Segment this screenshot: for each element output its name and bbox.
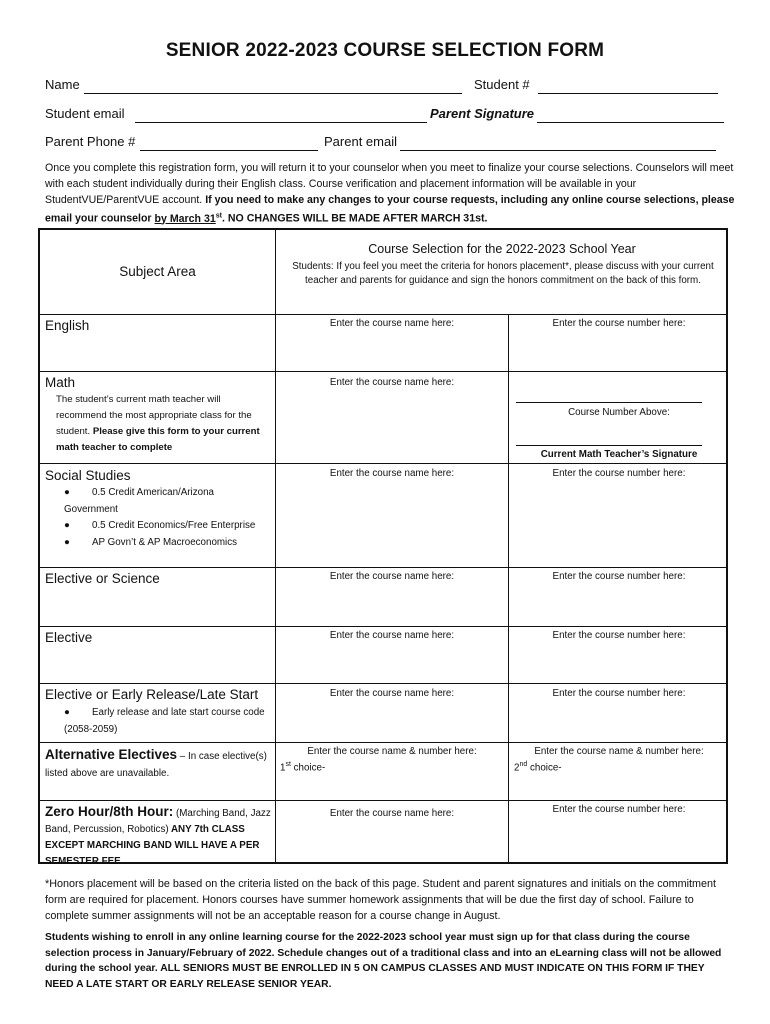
elective-science-course-name-field[interactable]: Enter the course name here: bbox=[329, 571, 455, 582]
math-course-number-line[interactable] bbox=[516, 402, 702, 403]
student-number-field[interactable] bbox=[538, 93, 718, 94]
elective-course-name-field[interactable]: Enter the course name here: bbox=[329, 630, 455, 641]
parent-signature-label: Parent Signature bbox=[430, 106, 535, 121]
name-label: Name bbox=[45, 77, 80, 92]
honors-note: *Honors placement will be based on the criteria listed on the back of this page. Student and parent signatures and initials on the commitment form are required for placement. Honors courses have summer homework assignments that will be due the first day of school. Failure to complete summer assignments will not be an acceptable reason for a course change in August. bbox=[45, 878, 716, 922]
subject-elective-science: Elective or Science bbox=[45, 571, 160, 586]
intro-paragraph bbox=[45, 160, 735, 227]
ss-course-number-field[interactable]: Enter the course number here: bbox=[552, 468, 686, 479]
elective-course-number-field[interactable]: Enter the course number here: bbox=[552, 630, 686, 641]
math-teacher-signature-label: Current Math Teacher’s Signature bbox=[540, 449, 698, 460]
alt-first-choice-field[interactable]: 1st choice- bbox=[280, 761, 326, 774]
early-release-course-name-field[interactable]: Enter the course name here: bbox=[329, 688, 455, 699]
early-release-bullet: ● Early release and late start course code (2058-2059) bbox=[64, 707, 265, 735]
english-course-number-field[interactable]: Enter the course number here: bbox=[552, 318, 686, 329]
subject-elective-early-release: Elective or Early Release/Late Start bbox=[45, 687, 259, 702]
zero-hour-course-number-field[interactable]: Enter the course number here: bbox=[552, 804, 686, 815]
row-divider bbox=[40, 463, 726, 464]
row-divider bbox=[40, 800, 726, 801]
student-email-label: Student email bbox=[45, 106, 125, 121]
course-selection-table bbox=[38, 228, 728, 867]
intro-bold-2: . NO CHANGES WILL BE MADE AFTER MARCH 31st. bbox=[222, 212, 488, 225]
row-divider bbox=[40, 567, 726, 568]
english-course-name-field[interactable]: Enter the course name here: bbox=[329, 318, 455, 329]
intro-deadline-sup: st bbox=[215, 212, 222, 219]
intro-bold-1: If you need to make any changes to your course requests, including any online course selections, please email your counselor bbox=[45, 194, 735, 225]
elective-science-course-number-field[interactable]: Enter the course number here: bbox=[552, 571, 686, 582]
name-field[interactable] bbox=[84, 93, 462, 94]
course-selection-subheader: Students: If you feel you meet the criteria for honors placement*, please discuss with your current teacher and parents for guidance and sign the honors commitment on the back of this form. bbox=[292, 261, 714, 286]
alt-electives-note: – In case elective(s) listed above are unavailable. bbox=[45, 751, 267, 779]
intro-deadline: by March 31 bbox=[154, 212, 216, 225]
intro-plain: Once you complete this registration form, you will return it to your counselor when you meet to finalize your course selections. Counselors will meet with each student individually during their English class. Course verification and placement information will be available in your StudentVUE/ParentVUE account. bbox=[45, 162, 734, 206]
zero-hour-paren: (Marching Band, Jazz Band, Percussion, Robotics) bbox=[45, 808, 271, 835]
ss-bullet-1: ● 0.5 Credit American/Arizona Government bbox=[64, 487, 214, 515]
row-divider bbox=[40, 683, 726, 684]
subject-english: English bbox=[45, 318, 90, 333]
subject-elective: Elective bbox=[45, 630, 93, 645]
row-divider bbox=[40, 314, 726, 315]
parent-phone-field[interactable] bbox=[140, 150, 318, 151]
row-divider bbox=[40, 626, 726, 627]
parent-phone-label: Parent Phone # bbox=[45, 134, 136, 149]
subject-area-header: Subject Area bbox=[119, 264, 196, 279]
zero-hour-title: Zero Hour/8th Hour: bbox=[45, 804, 174, 819]
parent-email-label: Parent email bbox=[324, 134, 397, 149]
parent-email-field[interactable] bbox=[400, 150, 716, 151]
course-selection-header: Course Selection for the 2022-2023 School Year bbox=[368, 242, 636, 256]
row-divider bbox=[40, 742, 726, 743]
alt-second-choice-label: Enter the course name & number here: bbox=[534, 746, 704, 757]
ss-bullet-3: ● AP Govn’t & AP Macroeconomics bbox=[64, 537, 238, 548]
student-email-field[interactable] bbox=[135, 122, 427, 123]
subject-zero-hour bbox=[45, 804, 273, 870]
math-course-name-field[interactable]: Enter the course name here: bbox=[329, 377, 455, 388]
early-release-course-number-field[interactable]: Enter the course number here: bbox=[552, 688, 686, 699]
row-divider bbox=[40, 371, 726, 372]
online-note: Students wishing to enroll in any online learning course for the 2022-2023 school year must sign up for that class during the course selection process in January/February of 2022. Schedule changes out of a traditional class and into an eLearning class will not be allowed during the school year. ALL SENIORS MUST BE ENROLLED IN 5 ON CAMPUS CLASSES AND MUST INDICATE ON THIS FORM IF THEY NEED A LATE START OR EARLY RELEASE SENIOR YEAR. bbox=[45, 932, 722, 990]
math-note bbox=[56, 392, 266, 456]
ss-course-name-field[interactable]: Enter the course name here: bbox=[329, 468, 455, 479]
parent-signature-field[interactable] bbox=[537, 122, 724, 123]
zero-hour-course-name-field[interactable]: Enter the course name here: bbox=[329, 808, 455, 819]
course-number-above-label: Course Number Above: bbox=[568, 407, 670, 418]
subject-alternative-electives bbox=[45, 746, 273, 782]
student-number-label: Student # bbox=[474, 77, 530, 92]
subject-social-studies: Social Studies bbox=[45, 468, 131, 483]
alt-electives-title: Alternative Electives bbox=[45, 747, 178, 762]
column-divider-number bbox=[508, 314, 509, 862]
math-note-bold: Please give this form to your current math teacher to complete bbox=[56, 426, 260, 453]
form-title: SENIOR 2022-2023 COURSE SELECTION FORM bbox=[165, 40, 605, 61]
subject-math: Math bbox=[45, 375, 76, 390]
math-note-plain: The student’s current math teacher will recommend the most appropriate class for the student. bbox=[56, 394, 252, 437]
ss-bullet-2: ● 0.5 Credit Economics/Free Enterprise bbox=[64, 520, 256, 531]
alt-first-choice-label: Enter the course name & number here: bbox=[307, 746, 477, 757]
zero-hour-fee-note: ANY 7th CLASS EXCEPT MARCHING BAND WILL HAVE A PER SEMESTER FEE bbox=[45, 824, 260, 867]
alt-second-choice-field[interactable]: 2nd choice- bbox=[514, 761, 562, 774]
math-teacher-signature-line[interactable] bbox=[516, 445, 702, 446]
